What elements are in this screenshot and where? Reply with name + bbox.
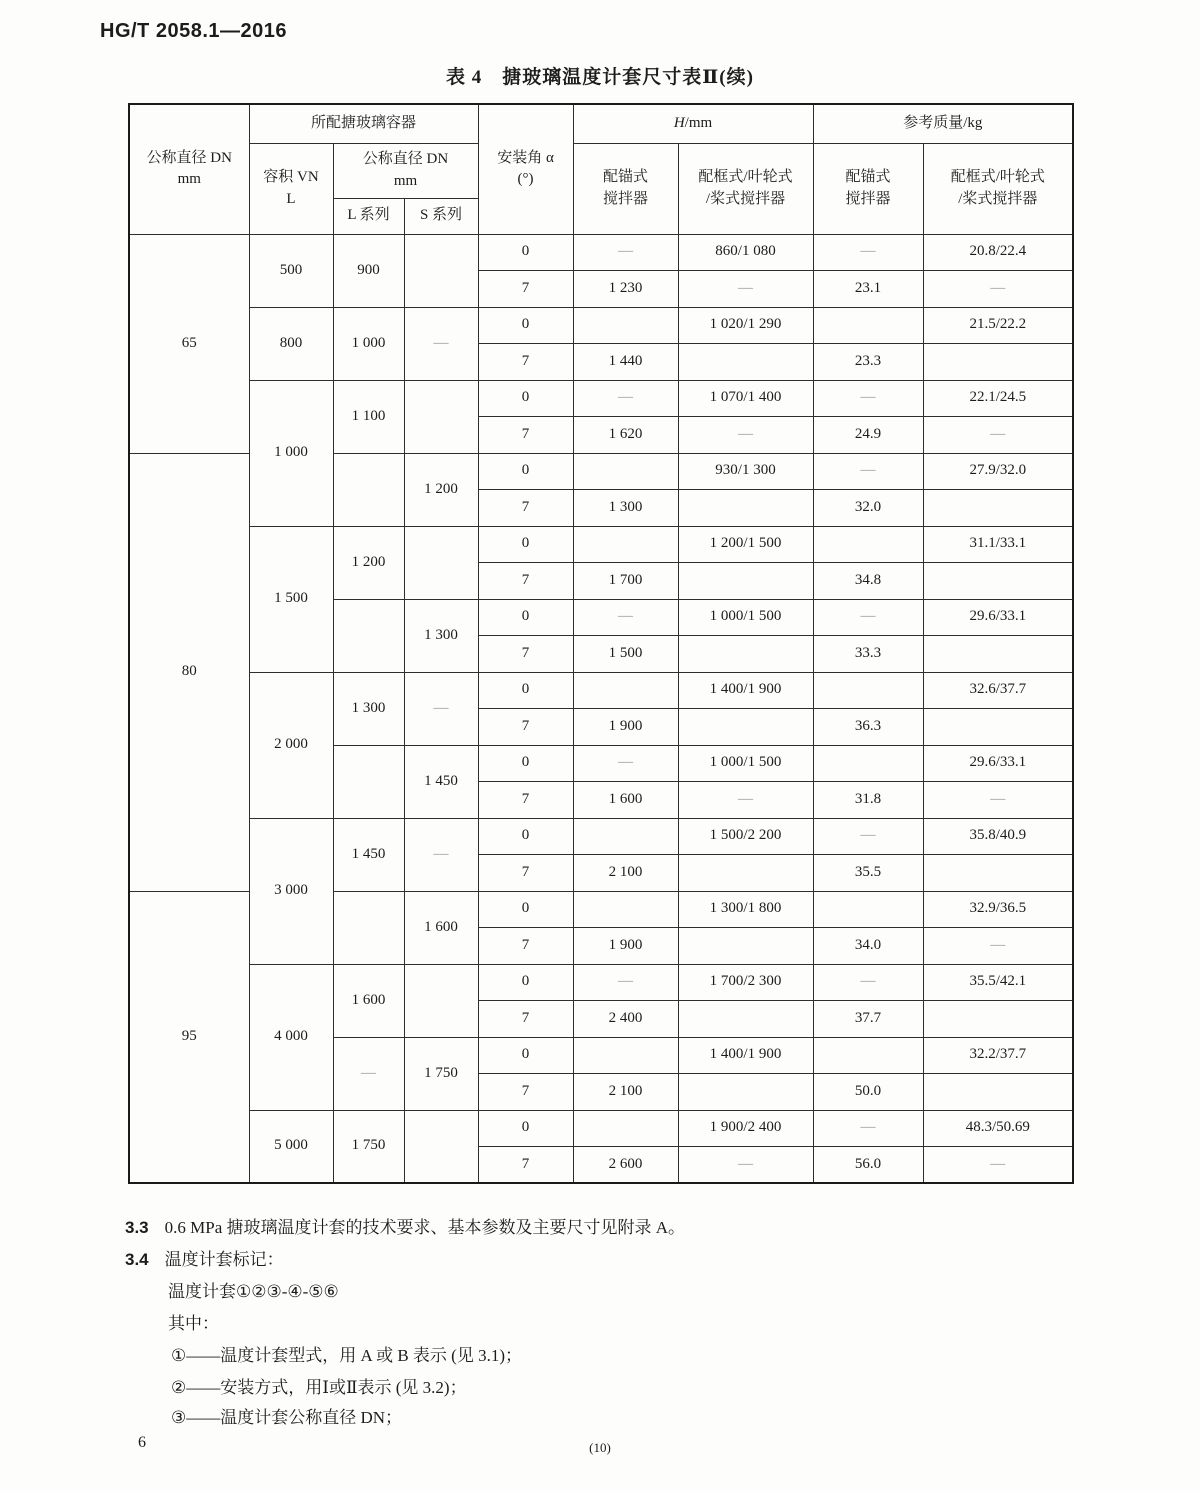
note-3-4-text: 温度计套标记：: [164, 1250, 284, 1269]
cell-l-series: 1 300: [333, 672, 404, 745]
cell-volume: 3 000: [249, 818, 333, 964]
cell-h-anchor: [573, 526, 678, 563]
cell-volume: 2 000: [249, 672, 333, 818]
cell-mass-anchor: [813, 891, 923, 928]
cell-mass-frame: 22.1/24.5: [923, 380, 1073, 417]
cell-mass-frame: 27.9/32.0: [923, 453, 1073, 490]
cell-mass-frame: 35.5/42.1: [923, 964, 1073, 1001]
cell-h-frame: 1 000/1 500: [678, 599, 813, 636]
cell-h-frame: [678, 636, 813, 673]
cell-mass-anchor: 23.1: [813, 271, 923, 308]
cell-h-frame: 1 000/1 500: [678, 745, 813, 782]
cell-l-series: [333, 599, 404, 672]
cell-mass-frame: 29.6/33.1: [923, 745, 1073, 782]
cell-mass-frame: [923, 1001, 1073, 1038]
note-3-3-number: 3.3: [125, 1218, 149, 1237]
cell-h-anchor: 1 230: [573, 271, 678, 308]
cell-mass-anchor: [813, 745, 923, 782]
cell-angle: 0: [478, 964, 573, 1001]
note-3-3-text: 0.6 MPa 搪玻璃温度计套的技术要求、基本参数及主要尺寸见附录 A。: [164, 1218, 686, 1237]
cell-volume: 5 000: [249, 1110, 333, 1183]
standard-code: HG/T 2058.1—2016: [100, 20, 287, 42]
cell-l-series: [333, 745, 404, 818]
header-mass-frame: 配框式/叶轮式 /桨式搅拌器: [923, 143, 1073, 234]
cell-h-anchor: [573, 818, 678, 855]
cell-h-anchor: [573, 307, 678, 344]
cell-l-series: [333, 891, 404, 964]
cell-mass-anchor: 31.8: [813, 782, 923, 819]
cell-h-frame: —: [678, 782, 813, 819]
cell-mass-anchor: [813, 307, 923, 344]
cell-h-frame: [678, 344, 813, 381]
cell-h-frame: [678, 709, 813, 746]
cell-h-frame: 1 070/1 400: [678, 380, 813, 417]
cell-mass-frame: [923, 709, 1073, 746]
cell-angle: 7: [478, 417, 573, 454]
cell-mass-anchor: 24.9: [813, 417, 923, 454]
cell-h-anchor: 1 500: [573, 636, 678, 673]
cell-mass-frame: [923, 490, 1073, 527]
cell-l-series: 1 600: [333, 964, 404, 1037]
cell-mass-anchor: —: [813, 1110, 923, 1147]
cell-l-series: 900: [333, 234, 404, 307]
cell-mass-frame: —: [923, 417, 1073, 454]
page-number: 6: [138, 1434, 146, 1451]
cell-angle: 0: [478, 380, 573, 417]
cell-mass-anchor: 36.3: [813, 709, 923, 746]
cell-mass-anchor: —: [813, 380, 923, 417]
cell-s-series: [404, 1110, 478, 1183]
cell-angle: 7: [478, 1147, 573, 1184]
marking-item-1: ①——温度计套型式，用 A 或 B 表示 (见 3.1)；: [171, 1346, 522, 1365]
cell-h-anchor: [573, 453, 678, 490]
cell-h-frame: 1 400/1 900: [678, 672, 813, 709]
cell-volume: 800: [249, 307, 333, 380]
header-vessel-group: 所配搪玻璃容器: [249, 104, 478, 143]
cell-h-anchor: 1 440: [573, 344, 678, 381]
table-row: [129, 526, 1073, 563]
cell-h-frame: 1 200/1 500: [678, 526, 813, 563]
cell-mass-frame: 32.6/37.7: [923, 672, 1073, 709]
marking-item-3: ③——温度计套公称直径 DN；: [171, 1408, 403, 1427]
cell-mass-anchor: —: [813, 964, 923, 1001]
cell-angle: 7: [478, 563, 573, 600]
cell-angle: 7: [478, 928, 573, 965]
cell-angle: 7: [478, 1001, 573, 1038]
cell-h-anchor: 2 400: [573, 1001, 678, 1038]
marking-item-2: ②——安装方式，用Ⅰ或Ⅱ表示 (见 3.2)；: [171, 1378, 467, 1397]
cell-mass-anchor: 23.3: [813, 344, 923, 381]
table-row: [129, 818, 1073, 855]
cell-mass-frame: [923, 344, 1073, 381]
table-title: 表 4 搪玻璃温度计套尺寸表Ⅱ(续): [446, 67, 754, 88]
header-l-series: L 系列: [333, 198, 404, 234]
cell-mass-anchor: —: [813, 234, 923, 271]
cell-angle: 7: [478, 782, 573, 819]
cell-mass-anchor: [813, 672, 923, 709]
cell-volume: 500: [249, 234, 333, 307]
cell-h-frame: [678, 928, 813, 965]
cell-mass-frame: [923, 1074, 1073, 1111]
cell-h-anchor: [573, 1110, 678, 1147]
table-row: [129, 1110, 1073, 1147]
cell-h-anchor: —: [573, 599, 678, 636]
cell-h-anchor: [573, 891, 678, 928]
cell-h-frame: 1 500/2 200: [678, 818, 813, 855]
cell-mass-frame: 20.8/22.4: [923, 234, 1073, 271]
cell-mass-anchor: 56.0: [813, 1147, 923, 1184]
cell-angle: 0: [478, 1110, 573, 1147]
cell-h-anchor: 2 100: [573, 1074, 678, 1111]
cell-l-series: 1 000: [333, 307, 404, 380]
cell-mass-anchor: —: [813, 599, 923, 636]
cell-angle: 7: [478, 344, 573, 381]
cell-h-frame: 930/1 300: [678, 453, 813, 490]
cell-angle: 7: [478, 709, 573, 746]
cell-h-anchor: 1 620: [573, 417, 678, 454]
cell-h-anchor: —: [573, 234, 678, 271]
header-mass-group: 参考质量/kg: [813, 104, 1073, 143]
cell-angle: 0: [478, 599, 573, 636]
cell-h-frame: 1 400/1 900: [678, 1037, 813, 1074]
cell-h-frame: 1 700/2 300: [678, 964, 813, 1001]
cell-volume: 1 500: [249, 526, 333, 672]
cell-h-frame: 1 900/2 400: [678, 1110, 813, 1147]
cell-h-frame: 1 020/1 290: [678, 307, 813, 344]
cell-mass-frame: —: [923, 1147, 1073, 1184]
header-h-group: H/mm: [573, 104, 813, 143]
cell-h-anchor: 1 300: [573, 490, 678, 527]
cell-s-series: —: [404, 818, 478, 891]
cell-s-series: 1 200: [404, 453, 478, 526]
cell-h-anchor: 1 700: [573, 563, 678, 600]
cell-h-frame: [678, 490, 813, 527]
table-row: [129, 672, 1073, 709]
cell-h-anchor: 2 600: [573, 1147, 678, 1184]
cell-mass-frame: [923, 855, 1073, 892]
header-volume: 容积 VN L: [249, 143, 333, 234]
cell-angle: 7: [478, 855, 573, 892]
cell-s-series: 1 300: [404, 599, 478, 672]
cell-mass-frame: 48.3/50.69: [923, 1110, 1073, 1147]
cell-mass-anchor: 34.8: [813, 563, 923, 600]
cell-h-anchor: 1 900: [573, 709, 678, 746]
cell-h-frame: [678, 1074, 813, 1111]
cell-h-frame: [678, 855, 813, 892]
cell-s-series: [404, 380, 478, 453]
cell-mass-anchor: —: [813, 818, 923, 855]
table-row: [129, 380, 1073, 417]
cell-h-anchor: —: [573, 745, 678, 782]
cell-mass-frame: [923, 563, 1073, 600]
cell-angle: 7: [478, 636, 573, 673]
header-dn2: 公称直径 DN mm: [333, 143, 478, 198]
table-row: [129, 964, 1073, 1001]
cell-volume: 1 000: [249, 380, 333, 526]
cell-h-anchor: [573, 672, 678, 709]
header-s-series: S 系列: [404, 198, 478, 234]
cell-mass-frame: 29.6/33.1: [923, 599, 1073, 636]
cell-s-series: 1 600: [404, 891, 478, 964]
cell-h-frame: [678, 1001, 813, 1038]
cell-angle: 7: [478, 271, 573, 308]
cell-l-series: 1 100: [333, 380, 404, 453]
cell-mass-frame: 32.2/37.7: [923, 1037, 1073, 1074]
cell-mass-frame: —: [923, 782, 1073, 819]
cell-l-series: 1 750: [333, 1110, 404, 1183]
cell-mass-anchor: 33.3: [813, 636, 923, 673]
cell-h-frame: 1 300/1 800: [678, 891, 813, 928]
cell-angle: 0: [478, 307, 573, 344]
cell-mass-anchor: 32.0: [813, 490, 923, 527]
cell-mass-anchor: [813, 1037, 923, 1074]
cell-s-series: [404, 234, 478, 307]
cell-h-anchor: 1 900: [573, 928, 678, 965]
cell-s-series: 1 450: [404, 745, 478, 818]
cell-angle: 0: [478, 818, 573, 855]
header-dn: 公称直径 DN mm: [129, 104, 249, 234]
cell-l-series: 1 450: [333, 818, 404, 891]
cell-angle: 0: [478, 526, 573, 563]
cell-s-series: —: [404, 307, 478, 380]
cell-angle: 0: [478, 234, 573, 271]
marking-among-label: 其中：: [168, 1314, 219, 1333]
cell-s-series: [404, 526, 478, 599]
cell-s-series: —: [404, 672, 478, 745]
cell-angle: 0: [478, 891, 573, 928]
cell-angle: 0: [478, 453, 573, 490]
cell-dn: 65: [129, 234, 249, 453]
cell-h-anchor: [573, 1037, 678, 1074]
cell-mass-frame: 35.8/40.9: [923, 818, 1073, 855]
cell-h-frame: —: [678, 271, 813, 308]
cell-mass-anchor: —: [813, 453, 923, 490]
cell-s-series: 1 750: [404, 1037, 478, 1110]
note-3-4-number: 3.4: [125, 1250, 149, 1269]
cell-h-frame: [678, 563, 813, 600]
cell-h-frame: —: [678, 1147, 813, 1184]
cell-h-anchor: 1 600: [573, 782, 678, 819]
cell-mass-anchor: 34.0: [813, 928, 923, 965]
cell-mass-frame: —: [923, 928, 1073, 965]
cell-mass-frame: —: [923, 271, 1073, 308]
cell-h-anchor: —: [573, 380, 678, 417]
cell-dn: 80: [129, 453, 249, 891]
cell-angle: 0: [478, 745, 573, 782]
cell-s-series: [404, 964, 478, 1037]
cell-angle: 7: [478, 490, 573, 527]
cell-mass-frame: [923, 636, 1073, 673]
dimension-table: [128, 103, 1074, 1184]
cell-h-frame: 860/1 080: [678, 234, 813, 271]
cell-angle: 0: [478, 672, 573, 709]
marking-example: 温度计套①②③-④-⑤⑥: [168, 1282, 339, 1301]
header-h-frame: 配框式/叶轮式 /桨式搅拌器: [678, 143, 813, 234]
cell-angle: 0: [478, 1037, 573, 1074]
cell-h-anchor: 2 100: [573, 855, 678, 892]
cell-l-series: [333, 453, 404, 526]
cell-l-series: 1 200: [333, 526, 404, 599]
cell-l-series: —: [333, 1037, 404, 1110]
table-row: [129, 234, 1073, 271]
cell-mass-anchor: 35.5: [813, 855, 923, 892]
cell-angle: 7: [478, 1074, 573, 1111]
cell-mass-frame: 21.5/22.2: [923, 307, 1073, 344]
cell-mass-anchor: [813, 526, 923, 563]
table-row: [129, 307, 1073, 344]
cell-volume: 4 000: [249, 964, 333, 1110]
cell-mass-frame: 31.1/33.1: [923, 526, 1073, 563]
cell-mass-frame: 32.9/36.5: [923, 891, 1073, 928]
cell-dn: 95: [129, 891, 249, 1183]
cell-mass-anchor: 37.7: [813, 1001, 923, 1038]
note-3-3: [125, 1213, 685, 1238]
page-number-center: (10): [589, 1440, 611, 1455]
header-h-anchor: 配锚式 搅拌器: [573, 143, 678, 234]
cell-mass-anchor: 50.0: [813, 1074, 923, 1111]
cell-h-anchor: —: [573, 964, 678, 1001]
header-angle: 安装角 α (°): [478, 104, 573, 234]
header-mass-anchor: 配锚式 搅拌器: [813, 143, 923, 234]
note-3-4: [125, 1245, 284, 1270]
cell-h-frame: —: [678, 417, 813, 454]
